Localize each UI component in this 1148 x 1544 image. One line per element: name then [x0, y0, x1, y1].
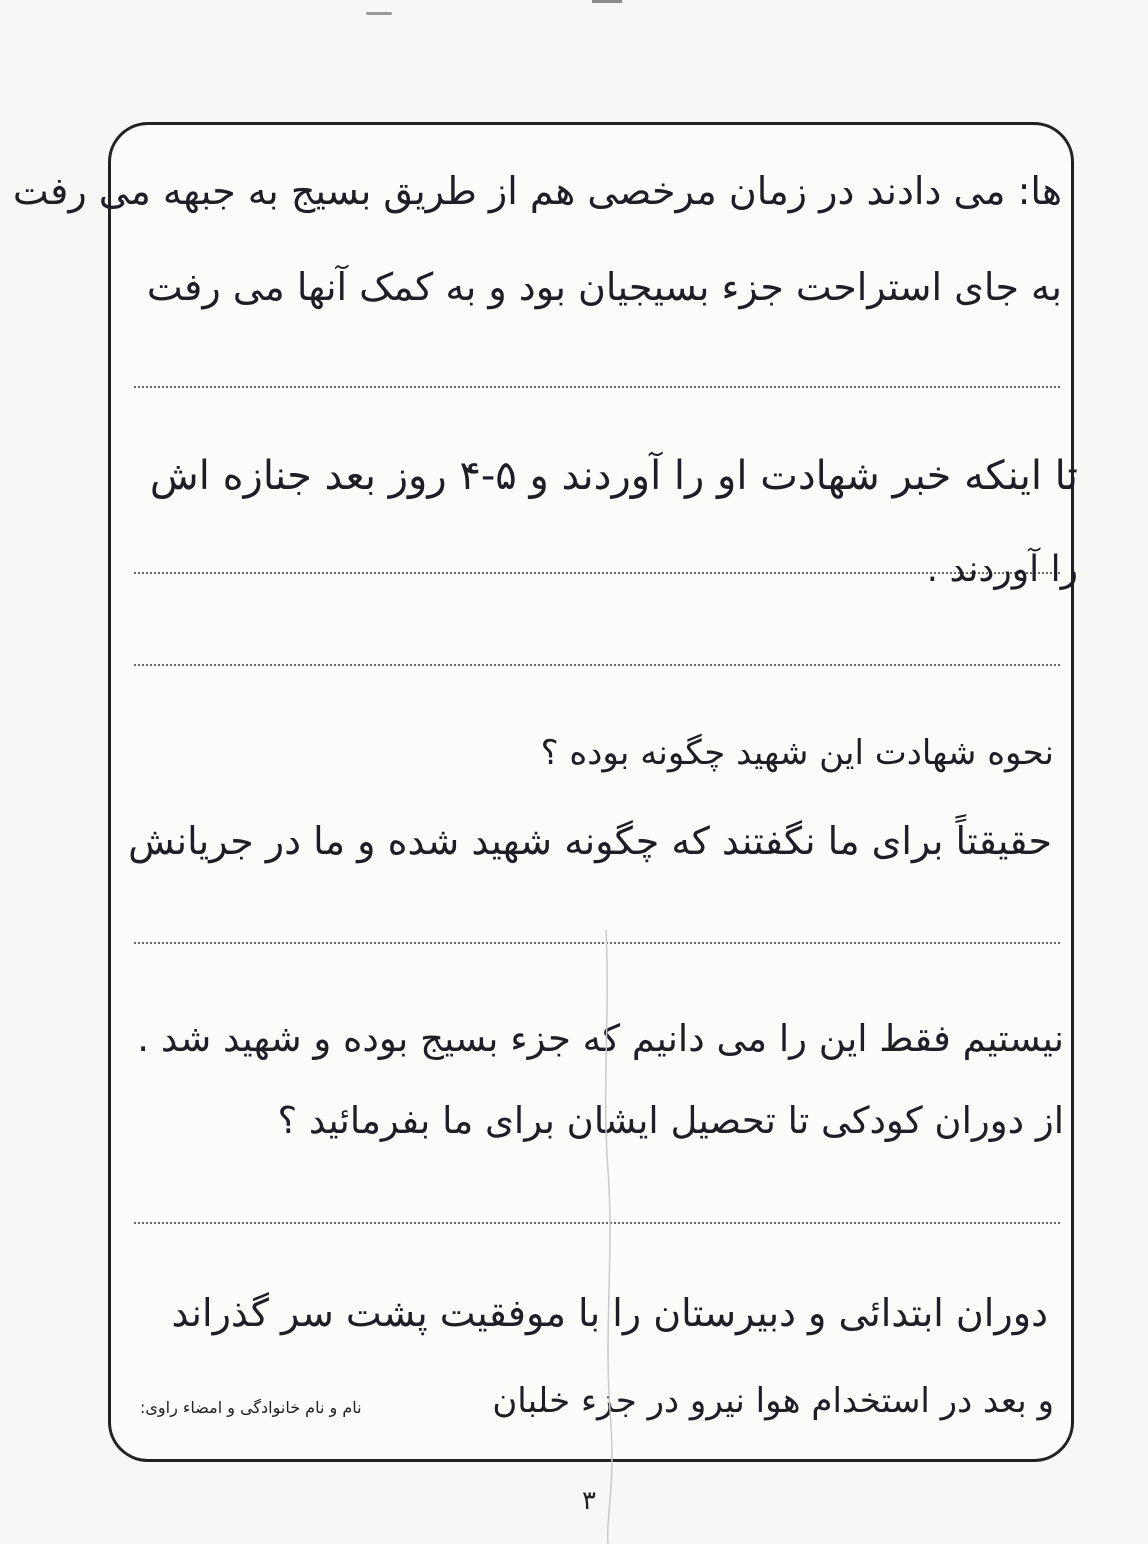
handwritten-question: نحوه شهادت این شهید چگونه بوده ؟ [540, 733, 1054, 773]
handwritten-line: و بعد در استخدام هوا نیرو در جزء خلبان [492, 1381, 1054, 1421]
handwritten-line: دوران ابتدائی و دبیرستان را با موفقیت پشت سر گذراند [171, 1291, 1048, 1335]
scan-mark [366, 12, 392, 15]
handwritten-line: به جای استراحت جزء بسیجیان بود و به کمک آنها می رفت [146, 265, 1062, 309]
ruled-line [134, 386, 1060, 388]
page-number: ۳ [582, 1486, 596, 1516]
scan-mark [592, 0, 622, 3]
narrator-signature-label: نام و نام خانوادگی و امضاء راوی: [140, 1398, 362, 1417]
ruled-line [134, 1222, 1060, 1224]
handwritten-question: از دوران کودکی تا تحصیل ایشان برای ما بفرمائید ؟ [277, 1099, 1064, 1142]
handwritten-line: را آوردند . [926, 549, 1078, 590]
handwritten-line: ها: می دادند در زمان مرخصی هم از طریق بسیج به جبهه می رفت [12, 169, 1062, 213]
handwritten-line: تا اینکه خبر شهادت او را آوردند و ۵-۴ روز بعد جنازه اش [149, 453, 1078, 499]
handwritten-line: نیستیم فقط این را می دانیم که جزء بسیج بوده و شهید شد . [137, 1017, 1064, 1060]
handwritten-line: حقیقتاً برای ما نگفتند که چگونه شهید شده و ما در جریانش [128, 819, 1052, 863]
ruled-line [134, 942, 1060, 944]
ruled-line [134, 572, 1060, 574]
ruled-line [134, 664, 1060, 666]
page-frame [108, 122, 1074, 1462]
